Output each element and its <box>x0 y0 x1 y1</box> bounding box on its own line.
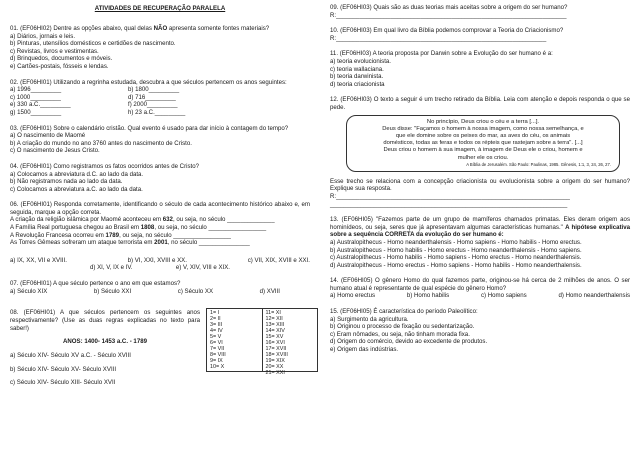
question-02-stem: 02. (EF06HI01) Utilizando a regrinha estudada, descubra a que séculos pertencem os anos seguintes: <box>10 78 287 86</box>
question-06-stem: 06. (EF06HI01) Responda corretamente, identificando o século de cada acontecimento histórico abaixo e, em seguida, marque a opção correta. <box>10 201 310 216</box>
option: d) Homo neanderthalensis <box>558 292 630 300</box>
item: h) 23 a.C._________ <box>128 108 186 116</box>
option: c) Século XX <box>177 287 214 295</box>
option: a) Século XIV- Século XV a.C. - Século XVIII <box>10 351 131 359</box>
event: A Família Real portuguesa chegou ao Brasil em 1808, ou seja, no século _________________ <box>10 224 267 232</box>
question-07-stem: 07. (EF06HI01) A que século pertence o ano em que estamos? <box>10 280 181 288</box>
option: c) Colocamos a abreviatura a.C. ao lado da data. <box>10 185 143 193</box>
question-04 <box>10 163 310 193</box>
option: c) Eram nômades, ou seja, não tinham morada fixa. <box>330 330 470 338</box>
right-column <box>330 4 630 362</box>
question-15 <box>330 308 630 354</box>
option: d) Brinquedos, documentos e móveis. <box>10 55 113 63</box>
option: b) Australopithecus - Homo habilis - Homo erectus - Homo neanderthalensis - Homo sapiens. <box>330 246 582 254</box>
question-07 <box>10 280 310 295</box>
option: e) V, XIV, VIII e XIX. <box>175 264 230 272</box>
question-06 <box>10 201 310 272</box>
item: e) 330 a.C._________ <box>10 101 71 109</box>
event: As Torres Gêmeas sofreram um ataque terrorista em 2001, no século _______________ <box>10 239 250 247</box>
roman-col-left: 1= I 2= II 3= III 4= IV 5= V 6= VI 7= VII 8= VIII 9= IX 10= X <box>210 310 226 371</box>
quote-reference: A Bíblia de Jerusalém. São Paulo: Paulinas, 1985. Gênesis, 1:1, 3, 24, 26, 27. <box>466 161 611 167</box>
roman-col-right: 11= XI 12= XII 13= XIII 14= XIV 15= XV 16= XVI 17= XVII 18= XVIII 19= XIX 20= XX 21= XXI <box>262 309 318 371</box>
option: c) Século XIV- Século XIII- Século XVII <box>10 379 116 387</box>
item: a) 1996_________ <box>10 86 62 94</box>
question-01-stem: 01. (EF06HI02) Dentre as opções abaixo, qual delas NÃO apresenta somente fontes materiais? <box>10 25 270 32</box>
page-title: ATIVIDADES DE RECUPERAÇÃO PARALELA <box>94 5 226 12</box>
options-row-2 <box>10 264 310 272</box>
option: d) teoria criacionista <box>330 80 385 88</box>
option: a) O nascimento de Maomé <box>10 132 86 140</box>
option: b) Século XIV- Século XV- Século XVIII <box>10 365 117 373</box>
question-14 <box>330 277 630 300</box>
option: c) teoria wallaciana. <box>330 65 384 73</box>
option: d) XVIII <box>259 287 280 295</box>
option: c) VII, XIX, XVIII e XXI. <box>247 256 310 264</box>
options-row-1 <box>10 257 310 265</box>
option: e) Cartões-postais, fósseis e lendas. <box>10 62 109 70</box>
option: e) Origem das indústrias. <box>330 346 399 354</box>
question-11 <box>330 50 630 88</box>
option: c) Australopithecus - Homo habilis - Homo sapiens - Homo erectus - Homo neanderthalensis. <box>330 254 582 262</box>
answer-line: R:______________________________________________________________ <box>330 34 547 42</box>
option: c) O nascimento de Jesus Cristo. <box>10 147 100 155</box>
question-08 <box>10 303 310 387</box>
option: c) Homo sapiens <box>480 292 527 300</box>
option: a) IX, XX, VII e XVIII. <box>10 256 67 264</box>
question-13-stem: 13. (EF06HI05) "Fazemos parte de um grupo de mamíferos chamados primatas. Eles deram origem aos hominídeos, ou seja, seres que já apresentavam algumas características humanas." A hipótese explicativa sobre a sequência CORRETA da evolução do ser humano é: <box>330 216 630 239</box>
bible-quote-box: No princípio, Deus criou o céu e a terra [...]. Deus disse: "Façamos o homem à nossa imagem, como nossa semelhança, e que ele domine sobre os peixes do mar, as aves do céu, os animais domésticos, todas as feras e todos os répteis que rastejam sobre a terra". [...] Deus criou o homem à sua imagem, à imagem de Deus ele o criou, homem e mulher ele os criou. A Bíblia de Jerusalém. São Paulo: Paulinas, 1985. Gênesis, 1:1, 3, 24, 26, 27. <box>346 115 620 172</box>
item: d) 716_________ <box>128 93 176 101</box>
left-column <box>10 0 310 387</box>
question-09 <box>330 4 630 19</box>
options-row <box>10 288 280 296</box>
question-03 <box>10 125 310 155</box>
item: b) 1800_________ <box>128 86 180 94</box>
question-14-stem: 14. (EF06HI05) O gênero Homo do qual fazemos parte, originou-se há cerca de 2 milhões de anos. O ser humano atual é representante de qual espécie do gênero Homo? <box>330 277 630 292</box>
option: b) Pinturas, utensílios domésticos e certidões de nascimento. <box>10 40 176 48</box>
option: a) Surgimento da agricultura. <box>330 315 409 323</box>
option: a) Diários, jornais e leis. <box>10 32 76 40</box>
item: f) 2000_________ <box>128 101 178 109</box>
century-items <box>10 86 310 116</box>
question-15-stem: 15. (EF06HI05) É característica do período Paleolítico: <box>330 308 478 316</box>
event: A Revolução Francesa ocorreu em 1789, ou seja, no século _________________ <box>10 231 231 239</box>
question-10 <box>330 27 630 42</box>
option: a) Colocamos a abreviatura d.C. ao lado da data. <box>10 170 144 178</box>
question-08-text <box>10 303 200 393</box>
question-02 <box>10 79 310 117</box>
question-01 <box>10 25 310 71</box>
option: b) teoria darwinista. <box>330 73 384 81</box>
question-09-stem: 09. (EF06HI03) Quais são as duas teorias mais aceitas sobre a origem do ser humano? <box>330 4 568 11</box>
option: a) Homo erectus <box>330 292 376 300</box>
option: a) teoria evolucionista. <box>330 57 391 65</box>
option: a) Australopithecus - Homo neanderthalensis - Homo sapiens - Homo habilis - Homo erectus. <box>330 238 582 246</box>
option: b) VI, XXI, XVIII e XX. <box>127 256 187 264</box>
option: d) XI, V, IX e IV. <box>90 264 133 272</box>
option: b) Homo habilis <box>406 292 450 300</box>
option: b) Não registramos nada ao lado da data. <box>10 178 123 186</box>
question-04-stem: 04. (EF06HI01) Como registramos os fatos ocorridos antes de Cristo? <box>10 162 199 170</box>
answer-line: R:_____________________________________________________________________ <box>330 192 570 200</box>
question-12 <box>330 96 630 208</box>
answer-line: ______________________________________________________________________ <box>330 200 568 208</box>
option: b) A criação do mundo no ano 3760 antes do nascimento de Cristo. <box>10 139 192 147</box>
question-03-stem: 03. (EF06HI01) Sobre o calendário cristão. Qual evento é usado para dar início à contagem do tempo? <box>10 124 289 132</box>
option: d) Australopithecus - Homo erectus - Homo sapiens - Homo habilis - Homo neanderthalensis. <box>330 261 582 269</box>
answer-line: R:____________________________________________________________________ <box>330 11 567 19</box>
item: c) 1000_________ <box>10 93 61 101</box>
option: a) Século XIX <box>10 287 48 295</box>
roman-numerals-table <box>206 308 318 377</box>
event: A criação da religião islâmica por Maomé aconteceu em 632, ou seja, no século ______________ <box>10 216 275 224</box>
question-13 <box>330 216 630 269</box>
item: g) 1500_________ <box>10 108 62 116</box>
question-08-stem: 08. (EF06HI01) A que séculos pertencem os seguintes anos respectivamente? (Use as duas regras explicadas no texto para saber!) <box>10 309 200 332</box>
question-12-prompt: Esse trecho se relaciona com a concepção criacionista ou evolucionista sobre a origem do ser humano? Explique sua resposta. <box>330 177 630 193</box>
question-11-stem: 11. (EF06HI03) A teoria proposta por Darwin sobre a Evolução do ser humano é a: <box>330 50 553 58</box>
option: d) Origem do comércio, devido ao excedente de produtos. <box>330 338 488 346</box>
question-12-stem: 12. (EF06HI03) O texto a seguir é um trecho retirado da Bíblia. Leia com atenção e depois responda o que se pede. <box>330 96 630 111</box>
question-10-stem: 10. (EF06HI03) Em qual livro da Bíblia podemos comprovar a Teoria do Criacionismo? <box>330 27 564 35</box>
years-line: ANOS: 1400- 1453 a.C. - 1789 <box>62 338 147 346</box>
option: b) Século XXI <box>93 287 132 295</box>
option: b) Originou o processo de fixação ou sedentarização. <box>330 323 475 331</box>
option: c) Revistas, livros e vestimentas. <box>10 47 99 55</box>
options-row <box>330 292 630 300</box>
